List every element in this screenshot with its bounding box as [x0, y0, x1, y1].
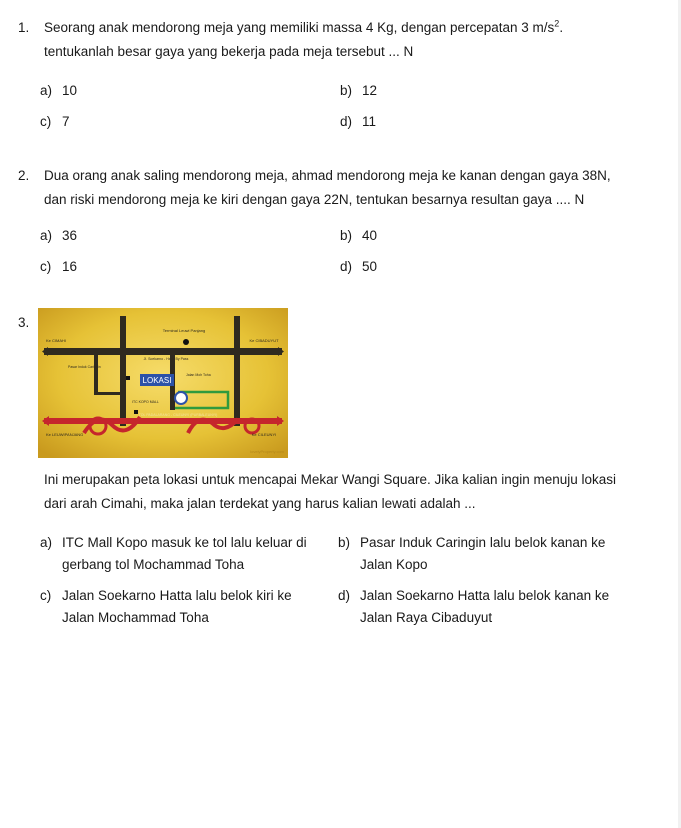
label-cimahi: Ke CIMAHI: [46, 338, 67, 343]
option-text: 36: [62, 228, 78, 243]
option-letter: d): [340, 259, 353, 274]
question-text-tail: . tentukanlah besar gaya yang bekerja pada meja tersebut ... N: [44, 20, 564, 59]
option-letter: b): [338, 535, 351, 550]
option-letter: d): [338, 588, 351, 603]
option-text: 11: [362, 114, 377, 129]
option-text: 12: [362, 83, 378, 98]
option-letter: c): [40, 114, 52, 129]
option-text: 7: [62, 114, 70, 129]
road-connector: [94, 392, 124, 395]
landmark-marker: [126, 376, 130, 380]
map-illustration: [38, 308, 288, 458]
label-leuwipanjang: Ke LEUWIPANJANG: [46, 432, 84, 437]
option-letter: b): [340, 228, 353, 243]
question-text: [44, 16, 634, 64]
option-letter: c): [40, 259, 52, 274]
road-vertical: [120, 316, 126, 426]
option-text: 10: [62, 83, 78, 98]
lokasi-marker: [175, 392, 187, 404]
label-kopo: ITC KOPO MALL: [132, 400, 159, 404]
location-map: [38, 308, 288, 458]
question-number: 1.: [18, 20, 30, 35]
exponent: 2: [554, 18, 560, 29]
option-letter: c): [40, 588, 52, 603]
question-text: Ini merupakan peta lokasi untuk mencapai Mekar Wangi Square. Jika kalian ingin menuju lokasi dari arah Cimahi, maka jalan terdekat yang harus kalian lewati adalah ...: [44, 472, 617, 511]
label-toll: TOL PADALARANG - CILEUNYI (PURBALEUNYI): [138, 413, 218, 417]
option-text: 50: [362, 259, 378, 274]
terminal-marker: [183, 339, 189, 345]
option-text: ITC Mall Kopo masuk ke tol lalu keluar di gerbang tol Mochammad Toha: [62, 535, 307, 572]
option-text: Jalan Soekarno Hatta lalu belok kanan ke Jalan Raya Cibaduyut: [360, 588, 610, 625]
option-text: Pasar Induk Caringin lalu belok kanan ke Jalan Kopo: [360, 535, 606, 572]
option-text: 16: [62, 259, 78, 274]
road-vertical: [94, 355, 98, 395]
question-text-main: Seorang anak mendorong meja yang memiliki massa 4 Kg, dengan percepatan 3 m/s: [44, 20, 555, 35]
option-text: 40: [362, 228, 378, 243]
label-road-1: Jl. Soekarno - Hatta By Pass: [143, 357, 189, 361]
label-cileunyi: Ke CILEUNYI: [251, 432, 277, 437]
question-text: Dua orang anak saling mendorong meja, ahmad mendorong meja ke kanan dengan gaya 38N, dan riski mendorong meja ke kiri dengan gaya 22N, tentukan besarnya resultan gaya .... N: [44, 168, 611, 207]
question-number: 3.: [18, 315, 30, 330]
road-vertical: [234, 316, 240, 426]
map-watermark: lovelyProperty.com: [250, 449, 284, 454]
lokasi-label: LOKASI: [142, 376, 172, 385]
option-text: Jalan Soekarno Hatta lalu belok kiri ke Jalan Mochammad Toha: [62, 588, 292, 625]
landmark-marker: [134, 410, 138, 414]
label-terminal: Terminal Leuwi Panjang: [162, 328, 206, 333]
option-letter: a): [40, 228, 53, 243]
option-letter: a): [40, 83, 53, 98]
road-soekarno-hatta: [44, 348, 282, 355]
label-cibaduyut: Ke CIBADUYUT: [249, 338, 279, 343]
label-toha: Jalan Moh Toha: [186, 373, 211, 377]
option-letter: a): [40, 535, 53, 550]
option-letter: b): [340, 83, 353, 98]
option-letter: d): [340, 114, 353, 129]
label-pasar: Pasar Induk Caringin: [68, 365, 101, 369]
question-number: 2.: [18, 168, 30, 183]
